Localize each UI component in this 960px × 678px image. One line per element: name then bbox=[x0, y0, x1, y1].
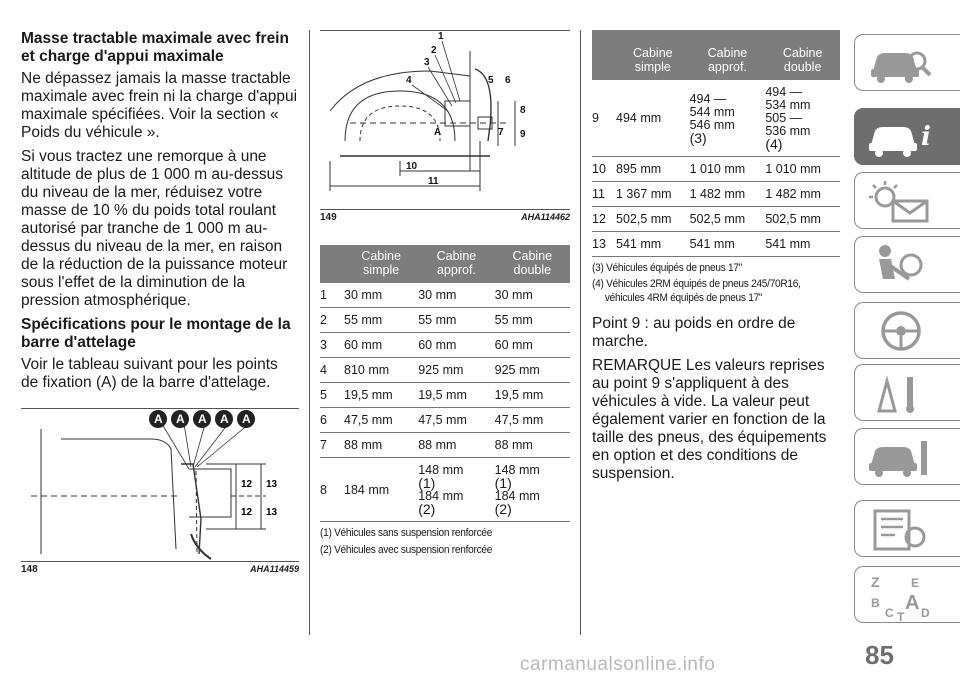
table-row bbox=[320, 283, 570, 308]
cell: 60 mm bbox=[418, 333, 494, 358]
tab-car-service[interactable] bbox=[854, 428, 960, 485]
header-cabine-simple: Cabine simple bbox=[616, 30, 690, 80]
cell: 502,5 mm bbox=[690, 207, 766, 232]
cell-multi bbox=[690, 80, 766, 157]
cell: 8 bbox=[320, 458, 344, 522]
column-1 bbox=[21, 30, 299, 575]
cell-line: 184 mm bbox=[494, 489, 540, 503]
cell: 541 mm bbox=[616, 232, 690, 257]
header-cabine-double: Cabine double bbox=[765, 30, 840, 80]
cell: 55 mm bbox=[495, 308, 570, 333]
column-divider-2 bbox=[580, 30, 581, 635]
figure-149 bbox=[320, 30, 570, 223]
cell: 60 mm bbox=[495, 333, 570, 358]
label-4: 4 bbox=[406, 75, 412, 86]
steering-wheel-icon bbox=[865, 309, 935, 353]
table-row-9 bbox=[592, 80, 840, 157]
label-6: 6 bbox=[505, 75, 511, 86]
cell: 47,5 mm bbox=[495, 408, 570, 433]
tab-alphabetical-index[interactable] bbox=[854, 566, 960, 623]
cell: 1 010 mm bbox=[690, 157, 766, 182]
footnote-3: (3) Véhicules équipés de pneus 17" bbox=[592, 262, 743, 274]
watermark: carmanualsonline.info bbox=[520, 654, 716, 675]
cell-line: 505 — bbox=[765, 111, 803, 125]
table-row bbox=[592, 207, 840, 232]
index-letter-b: B bbox=[871, 596, 880, 610]
cell-line: 494 — bbox=[765, 85, 803, 99]
cell-multi bbox=[765, 80, 840, 157]
cell-multi bbox=[495, 458, 570, 522]
footnote-2: (2) Véhicules avec suspension renforcée bbox=[320, 544, 493, 556]
table-header-row bbox=[592, 30, 840, 80]
tab-car-search[interactable] bbox=[854, 34, 960, 91]
cell: 7 bbox=[320, 433, 344, 458]
figure-149-caption bbox=[320, 209, 570, 223]
label-11: 11 bbox=[428, 176, 439, 187]
column-2 bbox=[320, 30, 570, 557]
header-blank bbox=[592, 30, 616, 80]
cell: 60 mm bbox=[344, 333, 418, 358]
cell: 88 mm bbox=[495, 433, 570, 458]
header-cabine-approf: Cabine approf. bbox=[418, 245, 494, 283]
cell-line: 546 mm bbox=[689, 117, 735, 132]
cell: 88 mm bbox=[418, 433, 494, 458]
cell: 55 mm bbox=[418, 308, 494, 333]
cell: 1 367 mm bbox=[616, 182, 690, 207]
header-cabine-approf: Cabine approf. bbox=[690, 30, 766, 80]
label-a: A bbox=[434, 127, 442, 138]
dim-13-bottom: 13 bbox=[266, 507, 278, 518]
cell: 88 mm bbox=[344, 433, 418, 458]
index-letter-d: D bbox=[921, 606, 930, 620]
cell-line: 536 mm bbox=[765, 124, 811, 138]
cell-line: 494 — bbox=[689, 91, 727, 106]
alphabetical-index-icon bbox=[865, 573, 935, 621]
cell: 47,5 mm bbox=[418, 408, 494, 433]
header-cabine-simple: Cabine simple bbox=[344, 245, 418, 283]
table-row bbox=[320, 308, 570, 333]
paragraph-point-9: Point 9 : au poids en ordre de marche. bbox=[592, 315, 796, 350]
table-row-8 bbox=[320, 458, 570, 522]
cell: 30 mm bbox=[418, 283, 494, 308]
tab-technical-data[interactable] bbox=[854, 500, 960, 557]
info-letter: i bbox=[921, 122, 931, 152]
index-letter-z: Z bbox=[871, 574, 880, 590]
label-10: 10 bbox=[406, 161, 418, 172]
figure-149-code: AHA114462 bbox=[521, 212, 570, 222]
figure-149-number: 149 bbox=[320, 212, 337, 223]
spec-table-rows-9-13 bbox=[592, 30, 840, 257]
cell-line: 544 mm bbox=[689, 104, 735, 119]
index-letter-t: T bbox=[897, 610, 905, 621]
cell: 19,5 mm bbox=[418, 383, 494, 408]
car-service-icon bbox=[865, 435, 935, 479]
warning-lights-icon bbox=[865, 179, 935, 223]
cell-line: (3) bbox=[689, 129, 707, 146]
cell-line: (4) bbox=[765, 136, 783, 152]
cell-line: 534 mm bbox=[765, 98, 811, 112]
column-3 bbox=[592, 30, 840, 489]
heading-max-towing-mass: Masse tractable maximale avec frein et charge d'appui maximale bbox=[21, 30, 289, 65]
label-8: 8 bbox=[520, 105, 526, 116]
cell: 11 bbox=[592, 182, 616, 207]
cell-line: 148 mm bbox=[418, 463, 464, 477]
cell-line: (2) bbox=[494, 501, 512, 517]
cell-line: (1) bbox=[494, 475, 512, 491]
dim-13-top: 13 bbox=[266, 479, 278, 490]
table-row bbox=[592, 182, 840, 207]
heading-tow-bar-specs: Spécifications pour le montage de la barre d'attelage bbox=[21, 316, 291, 351]
paragraph-altitude: Si vous tractez une remorque à une altitude de plus de 1 000 m au-dessus du niveau de la mer, réduisez votre masse de 10 % du poids total roulant autorisé par tranche de 1 000 m au-dessus du niveau de la mer, en raison de la réduction de la puissance moteur sous l'effet de la diminution de la pression atmosphérique. bbox=[21, 148, 288, 309]
cell: 1 482 mm bbox=[690, 182, 766, 207]
header-blank bbox=[320, 245, 344, 283]
header-cabine-double: Cabine double bbox=[495, 245, 570, 283]
cell: 925 mm bbox=[495, 358, 570, 383]
table-row bbox=[320, 358, 570, 383]
tow-bar-top-view-illustration bbox=[21, 409, 299, 561]
label-3: 3 bbox=[424, 57, 430, 68]
cell: 494 mm bbox=[616, 80, 690, 157]
index-letter-a: A bbox=[905, 592, 920, 614]
tow-bar-side-view-illustration bbox=[320, 31, 570, 209]
table-row bbox=[320, 408, 570, 433]
cell: 19,5 mm bbox=[495, 383, 570, 408]
label-2: 2 bbox=[431, 45, 437, 56]
table-row bbox=[592, 157, 840, 182]
cell: 1 010 mm bbox=[765, 157, 840, 182]
tab-steering-wheel[interactable] bbox=[854, 302, 960, 359]
cell: 30 mm bbox=[344, 283, 418, 308]
cell: 47,5 mm bbox=[344, 408, 418, 433]
cell: 13 bbox=[592, 232, 616, 257]
footnote-1: (1) Véhicules sans suspension renforcée bbox=[320, 527, 493, 539]
cell: 5 bbox=[320, 383, 344, 408]
tab-warning-lights[interactable] bbox=[854, 172, 960, 229]
footnote-4: (4) Véhicules 2RM équipés de pneus 245/70R16, bbox=[592, 278, 801, 290]
cell: 541 mm bbox=[765, 232, 840, 257]
cell: 925 mm bbox=[418, 358, 494, 383]
table-header-row bbox=[320, 245, 570, 283]
figure-148 bbox=[21, 408, 299, 575]
spec-table-rows-1-8 bbox=[320, 245, 570, 522]
cell-line: (1) bbox=[418, 475, 436, 491]
cell: 12 bbox=[592, 207, 616, 232]
figure-148-code: AHA114459 bbox=[250, 564, 299, 574]
table-row bbox=[320, 333, 570, 358]
tab-roadside-warning[interactable] bbox=[854, 364, 960, 421]
label-5: 5 bbox=[488, 75, 494, 86]
page-number: 85 bbox=[865, 640, 894, 670]
cell: 502,5 mm bbox=[765, 207, 840, 232]
cell: 1 482 mm bbox=[765, 182, 840, 207]
tab-airbag[interactable] bbox=[854, 236, 960, 293]
cell: 4 bbox=[320, 358, 344, 383]
cell-multi bbox=[418, 458, 494, 522]
cell: 2 bbox=[320, 308, 344, 333]
cell: 19,5 mm bbox=[344, 383, 418, 408]
roadside-warning-icon bbox=[865, 371, 935, 415]
table-row bbox=[320, 383, 570, 408]
paragraph-towing-warning: Ne dépassez jamais la masse tractable maximale avec frein ni la charge d'appui maximale spécifiées. Voir la section « Poids du véhicule ». bbox=[21, 70, 298, 141]
table-row bbox=[320, 433, 570, 458]
index-letter-c: C bbox=[885, 606, 894, 620]
cell: 541 mm bbox=[690, 232, 766, 257]
dim-12-top: 12 bbox=[241, 479, 253, 490]
label-1: 1 bbox=[438, 31, 444, 42]
cell: 1 bbox=[320, 283, 344, 308]
paragraph-remark: REMARQUE Les valeurs reprises au point 9 s'appliquent à des véhicules à vide. La valeur peut également varier en fonction de la taille des pneus, des équipements en option et des conditions de suspension. bbox=[592, 357, 827, 482]
index-letter-e: E bbox=[911, 576, 920, 590]
dim-12-bottom: 12 bbox=[241, 507, 253, 518]
cell: 184 mm bbox=[344, 458, 418, 522]
tab-car-info[interactable] bbox=[854, 108, 960, 165]
column-divider-1 bbox=[309, 30, 310, 635]
figure-148-number: 148 bbox=[21, 564, 38, 575]
airbag-icon bbox=[865, 243, 935, 287]
cell-line: 148 mm bbox=[494, 463, 540, 477]
label-a-1: A bbox=[154, 412, 163, 426]
label-a-3: A bbox=[198, 412, 207, 426]
label-a-4: A bbox=[220, 412, 229, 426]
footnote-4-continued: véhicules 4RM équipés de pneus 17" bbox=[604, 292, 763, 304]
cell: 9 bbox=[592, 80, 616, 157]
cell: 502,5 mm bbox=[616, 207, 690, 232]
technical-data-icon bbox=[865, 507, 935, 551]
cell: 3 bbox=[320, 333, 344, 358]
label-a-2: A bbox=[176, 412, 185, 426]
cell: 30 mm bbox=[495, 283, 570, 308]
table-row bbox=[592, 232, 840, 257]
cell: 895 mm bbox=[616, 157, 690, 182]
paragraph-attachment-points: Voir le tableau suivant pour les points de fixation (A) de la barre d'attelage. bbox=[21, 356, 278, 391]
label-9: 9 bbox=[520, 129, 526, 140]
label-a-5: A bbox=[242, 412, 251, 426]
figure-148-caption bbox=[21, 561, 299, 575]
cell: 6 bbox=[320, 408, 344, 433]
cell: 810 mm bbox=[344, 358, 418, 383]
cell: 10 bbox=[592, 157, 616, 182]
car-search-icon bbox=[865, 41, 935, 85]
cell: 55 mm bbox=[344, 308, 418, 333]
cell-line: 184 mm bbox=[418, 489, 464, 503]
label-7: 7 bbox=[498, 127, 504, 138]
cell-line: (2) bbox=[418, 501, 436, 517]
car-info-icon bbox=[865, 115, 935, 159]
